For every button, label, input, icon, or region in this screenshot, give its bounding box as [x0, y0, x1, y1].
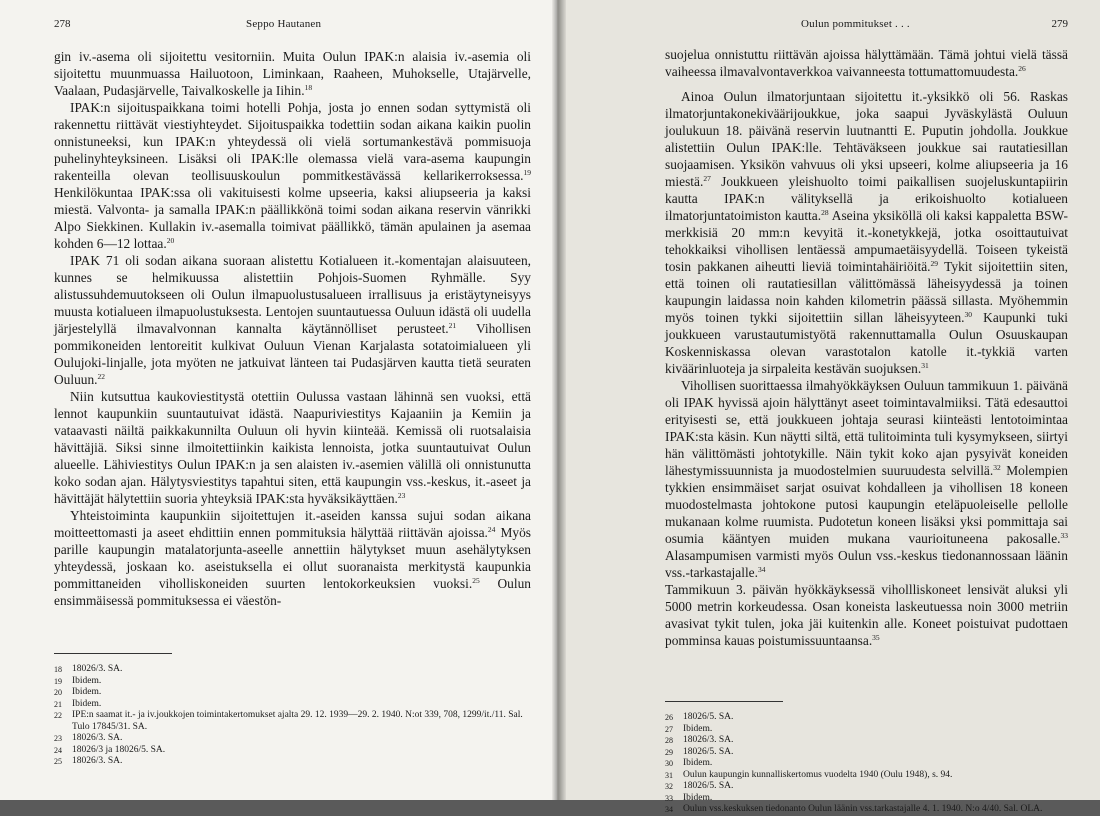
text-run: suojelua onnistuttu riittävän ajoissa hälyttämään. Tämä johtui vielä tässä vaiheessa ilmavalvontaverkkoa vaivanneesta tottumattomuudesta. — [665, 47, 1068, 79]
footnote-ref: 33 — [1060, 531, 1068, 540]
footnote-ref: 28 — [821, 208, 829, 217]
text-run: Oulun ensimmäisessä pommituksessa ei väestön- — [54, 576, 531, 608]
footnote-text: Ibidem. — [72, 698, 102, 709]
text-run: gin iv.-asema oli sijoitettu vesitorniin. Muita Oulun IPAK:n alaisia iv.-asemia oli sijoitettu muunmuassa Hailuotoon, Liminkaan, Raaheen, Muhokselle, Utajärvelle, Vaalaan, Pudasjärvelle, Taivalkoskelle ja Iihin. — [54, 49, 531, 98]
footnote — [54, 733, 531, 745]
footnote-number: 28 — [665, 736, 673, 745]
footnote — [665, 793, 1068, 805]
footnote-ref: 29 — [930, 259, 938, 268]
footnote — [54, 756, 531, 768]
footnote-number: 21 — [54, 699, 62, 709]
text-run: Henkilökuntaa IPAK:ssa oli vakituisesti kolme upseeria, kaksi aliupseeria ja kaksi miestä. Valvonta- ja samalla IPAK:n päällikkönä toimi sodan aikana reservin vänrikki Alpo Siekkinen. Kullakin iv.-asemalla toimivat päällikkö, tämän apulainen ja asemaa kohden 6—12 lottaa. — [54, 185, 531, 251]
footnote — [665, 735, 1068, 747]
footnote-text: 18026/3. SA. — [72, 733, 123, 743]
left-body-text — [54, 48, 531, 609]
footnote-number: 24 — [54, 745, 62, 755]
text-run: Vihollisen suorittaessa ilmahyökkäyksen Ouluun tammikuun 1. päivänä oli IPAK hyvissä ajoin hälyttänyt aseet toimintavalmiiksi. Tätä edesauttoi erityisesti se, että joukkueen johtaja seurasi kiinteästi lentotoimintaa IPAK:sta käsin. Kun näytti siltä, että tulitoiminta tuli kysymykseen, siirtyi hän välittömästi johtotykille. Näin tykit koko ajan pysyivät koneiden lähestymissuunnista ja muodostelmien suuruudesta selvillä. — [665, 378, 1068, 478]
footnote-number: 18 — [54, 665, 62, 674]
footnote — [54, 676, 531, 688]
footnote-number: 31 — [665, 770, 673, 780]
text-run: Alasampumisen varmisti myös Oulun vss.-keskus tiedonannossaan läänin vss.-tarkastajalle. — [665, 548, 1068, 580]
footnote-ref: 32 — [993, 463, 1001, 472]
footnote-text: Ibidem. — [72, 675, 102, 686]
left-footnotes — [54, 664, 531, 768]
footnote-ref: 34 — [757, 565, 766, 574]
footnote-number: 29 — [665, 747, 673, 757]
text-run: Vihollisen pommikoneiden lentoreitit kulkivat Ouluun Vienan Karjalasta sotatoimialueen yli Oulujoki-linjalle, jota myöten ne jatkuivat länteen tai Pudasjärven kautta tietä seuraten Ouluun. — [54, 321, 531, 387]
text-run: Niin kutsuttua kaukoviestitystä otettiin Oulussa vastaan lähinnä sen vuoksi, että lennot kaupunkiin suuntautuivat idästä. Naapuriviestitys Kajaaniin ja Kemiin ja vataavasti näiltä paikkakunnilta Ouluun oli hyvin kiinteää. Kemissä oli ruotsalaisia hävittäjiä. Siksi sinne ilmoitettiinkin kaikista lennoista, jotka suuntautuivat Oulun alueelle. Lähiviestitys Oulun IPAK:n ja sen alaisten iv.-asemien välillä oli onnistunutta koko sodan ajan. Hälytysviestitys tapahtui siten, että kaupungin vss.-keskus, it.-aseet ja hävittäjät hälytettiin suoria yhteyksiä IPAK:sta hyväksikäyttäen. — [54, 389, 531, 506]
footnote-text: Ibidem. — [683, 792, 713, 803]
left-page-number: 278 — [54, 18, 71, 30]
footnote — [54, 699, 531, 711]
footnote-text: Oulun vss.keskuksen tiedonanto Oulun läänin vss.tarkastajalle 4. 1. 1940. N:o 4/40. Sal. OLA. — [683, 804, 1043, 814]
footnote-number: 30 — [665, 759, 673, 768]
paragraph — [54, 252, 531, 388]
text-run: Tykit sijoitettiin siten, että toinen oli rautatiesillan välittömässä läheisyydessä ja toinen kaupungin laidassa noin kahden kilometrin päässä sillasta. Myöhemmin myös toinen tykki sijoitettiin sillan läheisyyteen. — [665, 259, 1068, 325]
footnote — [54, 664, 531, 676]
footnote-text: Oulun kaupungin kunnalliskertomus vuodelta 1940 (Oulu 1948), s. 94. — [683, 769, 953, 780]
footnote-divider — [665, 701, 783, 702]
footnote — [54, 745, 531, 757]
footnote-ref: 21 — [448, 321, 457, 330]
paragraph — [54, 388, 531, 507]
footnote-ref: 35 — [872, 633, 880, 642]
footnote — [54, 710, 531, 733]
paragraph — [665, 88, 1068, 377]
paragraph — [54, 48, 531, 99]
right-running-head: Oulun pommitukset . . . — [801, 18, 910, 30]
footnote-number: 27 — [665, 724, 673, 734]
footnote-number: 26 — [665, 713, 673, 722]
text-run: Molempien tykkien ensimmäiset sarjat osuivat kohdalleen ja vihollisen 18 koneen muodostelmasta johtokone putosi kaupungin eteläpuoleiselle pellolle mukanaan kolme ruumista. Pudotetun koneen lisäksi yksi pommittaja sai osumia kääntyen muiden mukana vaurioituneena pakosalle. — [665, 463, 1068, 546]
right-body-text — [665, 46, 1068, 649]
text-run: IPAK 71 oli sodan aikana suoraan alistettu Kotialueen it.-komentajan alaisuuteen, kunnes se helmikuussa alistettiin Pohjois-Suomen Ryhmälle. Syy alistussuhdemuutokseen oli Oulun ilmapuolustusalueen irrallisuus ja eristäytyneisyys muusta kotialueen ilmapuolustuksesta. Lentojen suuntautuessa Ouluun idästä oli uudella järjestelyllä ilmavalvonnan kannalta käytännölliset perusteet. — [54, 253, 531, 336]
footnote — [665, 712, 1068, 724]
footnote-ref: 23 — [397, 491, 406, 500]
footnote-ref: 30 — [964, 310, 972, 319]
paragraph — [665, 377, 1068, 581]
paragraph — [54, 507, 531, 609]
footnote-text: Ibidem. — [72, 687, 102, 697]
left-page — [0, 0, 557, 800]
text-run: Aseina yksiköllä oli kaksi kappaletta BSW-merkkisiä 20 mm:n kevyitä it.-konetykkejä, jotka osoittautuivat tehokkaiksi vihollisen lentäessä ampumaetäisyydellä. Toiseen tykeistä tosin pakkanen aiheutti lieviä toimintahäiriöitä. — [665, 208, 1068, 274]
footnote — [665, 770, 1068, 782]
footnote-text: 18026/5. SA. — [683, 781, 734, 791]
text-run: Tammikuun 3. päivän hyökkäyksessä vihollliskoneet lensivät aluksi yli 5000 metrin korkeudessa. Osan koneista laskeutuessa noin 3000 metriin avasivat tykit tulen, joka jäi kuitenkin alle. Koneet poistuivat pudottaen pomminsa kauas poistumissuuntaansa. — [665, 582, 1068, 648]
paragraph — [54, 99, 531, 252]
right-page — [557, 0, 1100, 814]
text-run: Kaupunki tuki joukkueen varustautumistyötä rakennuttamalla Oulun Osuuskaupan Koskenniskassa olevan varastotalon katolle it.-tykkiä varten kiväärinluoteja ja sirpaleita kestävän suojuksen. — [665, 310, 1068, 376]
footnote-text: 18026/3. SA. — [72, 756, 123, 766]
footnote-number: 22 — [54, 711, 62, 720]
paragraph — [665, 46, 1068, 80]
footnote-ref: 24 — [487, 525, 496, 534]
footnote — [665, 781, 1068, 793]
right-page-header — [665, 14, 1068, 34]
footnote-ref: 20 — [166, 236, 175, 245]
text-run: IPAK:n sijoituspaikkana toimi hotelli Pohja, josta jo ennen sodan syttymistä oli rakennettu riittävät viestiyhteydet. Sijoituspaikka todettiin sodan aikana kaikin puolin onnistuneeksi, kun IPAK:n yhteydessä oli vielä sortumankestävä pommisuoja puhelinyhteyksineen. Lisäksi oli IPAK:lle olemassa vielä vara-asema kaupungin rakenteilla olevan teollisuuskoulun pommitkestävässä kellarikerroksessa. — [54, 100, 531, 183]
footnote-number: 19 — [54, 676, 62, 686]
text-run: Ainoa Oulun ilmatorjuntaan sijoitettu it.-yksikkö oli 56. Raskas ilmatorjuntakonekiväärijoukkue, joka saapui Jyväskylästä Ouluun joulukuun 18. päivänä reservin luutnantti E. Puputin johdolla. Joukkue alistettiin Oulun IPAK:lle. Tehtäväkseen joukkue sai rautatiesillan suojaamisen. Yksikön vahvuus oli yksi upseeri, kolme aliupseeria ja 16 miestä. — [665, 89, 1068, 189]
footnote-text: Ibidem. — [683, 758, 713, 768]
text-run: Joukkueen yleishuolto toimi paikallisen suojeluskuntapiirin kautta IPAK:n välityksellä ja erikoishuolto kotialueen ilmatorjuntatoimiston kautta. — [665, 174, 1068, 223]
footnote-number: 25 — [54, 757, 62, 766]
left-page-header — [54, 14, 531, 34]
footnote — [665, 724, 1068, 736]
footnote-number: 20 — [54, 688, 62, 697]
footnote — [54, 687, 531, 699]
footnote-ref: 27 — [703, 174, 711, 183]
footnote-number: 34 — [665, 805, 673, 814]
footnote-text: IPE:n saamat it.- ja iv.joukkojen toimintakertomukset ajalta 29. 12. 1939—29. 2. 1940. N:ot 339, 708, 1299/it./11. Sal. Tulo 17845/31. SA. — [72, 710, 523, 732]
footnote-number: 32 — [665, 782, 673, 791]
footnote-ref: 22 — [97, 372, 106, 381]
right-page-number: 279 — [1051, 18, 1068, 30]
right-footnotes — [665, 712, 1068, 816]
book-gutter — [552, 0, 566, 800]
footnote-text: 18026/3 ja 18026/5. SA. — [72, 744, 166, 755]
footnote-text: 18026/3. SA. — [683, 735, 734, 745]
footnote — [665, 747, 1068, 759]
footnote-text: Ibidem. — [683, 723, 713, 734]
text-run: Myös parille kaupungin matalatorjunta-aseelle annettiin hälytykset muun asehälytyksen yhteydessä, joskaan ko. aseistuksella ei ollut suoranaista merkitystä kaupunkia pommittaneiden viholliskoneiden suurten lentokorkeuksien vuoksi. — [54, 525, 532, 591]
footnote-text: 18026/3. SA. — [72, 664, 123, 674]
footnote — [665, 804, 1068, 816]
footnote-ref: 19 — [523, 168, 531, 177]
footnote-number: 33 — [665, 793, 673, 803]
footnote-text: 18026/5. SA. — [683, 712, 734, 722]
text-run: Yhteistoiminta kaupunkiin sijoitettujen it.-aseiden kanssa sujui sodan aikana moitteettomasti ja aseet ehdittiin ennen pommituksia hälyttää riittävän ajoissa. — [54, 508, 531, 540]
footnote-text: 18026/5. SA. — [683, 746, 734, 757]
footnote-divider — [54, 653, 172, 654]
footnote — [665, 758, 1068, 770]
footnote-number: 23 — [54, 734, 62, 743]
footnote-ref: 25 — [472, 576, 480, 585]
footnote-ref: 26 — [1018, 64, 1026, 73]
footnote-ref: 31 — [921, 361, 929, 370]
footnote-ref: 18 — [304, 83, 313, 92]
paragraph — [665, 581, 1068, 649]
left-running-head: Seppo Hautanen — [246, 18, 322, 30]
